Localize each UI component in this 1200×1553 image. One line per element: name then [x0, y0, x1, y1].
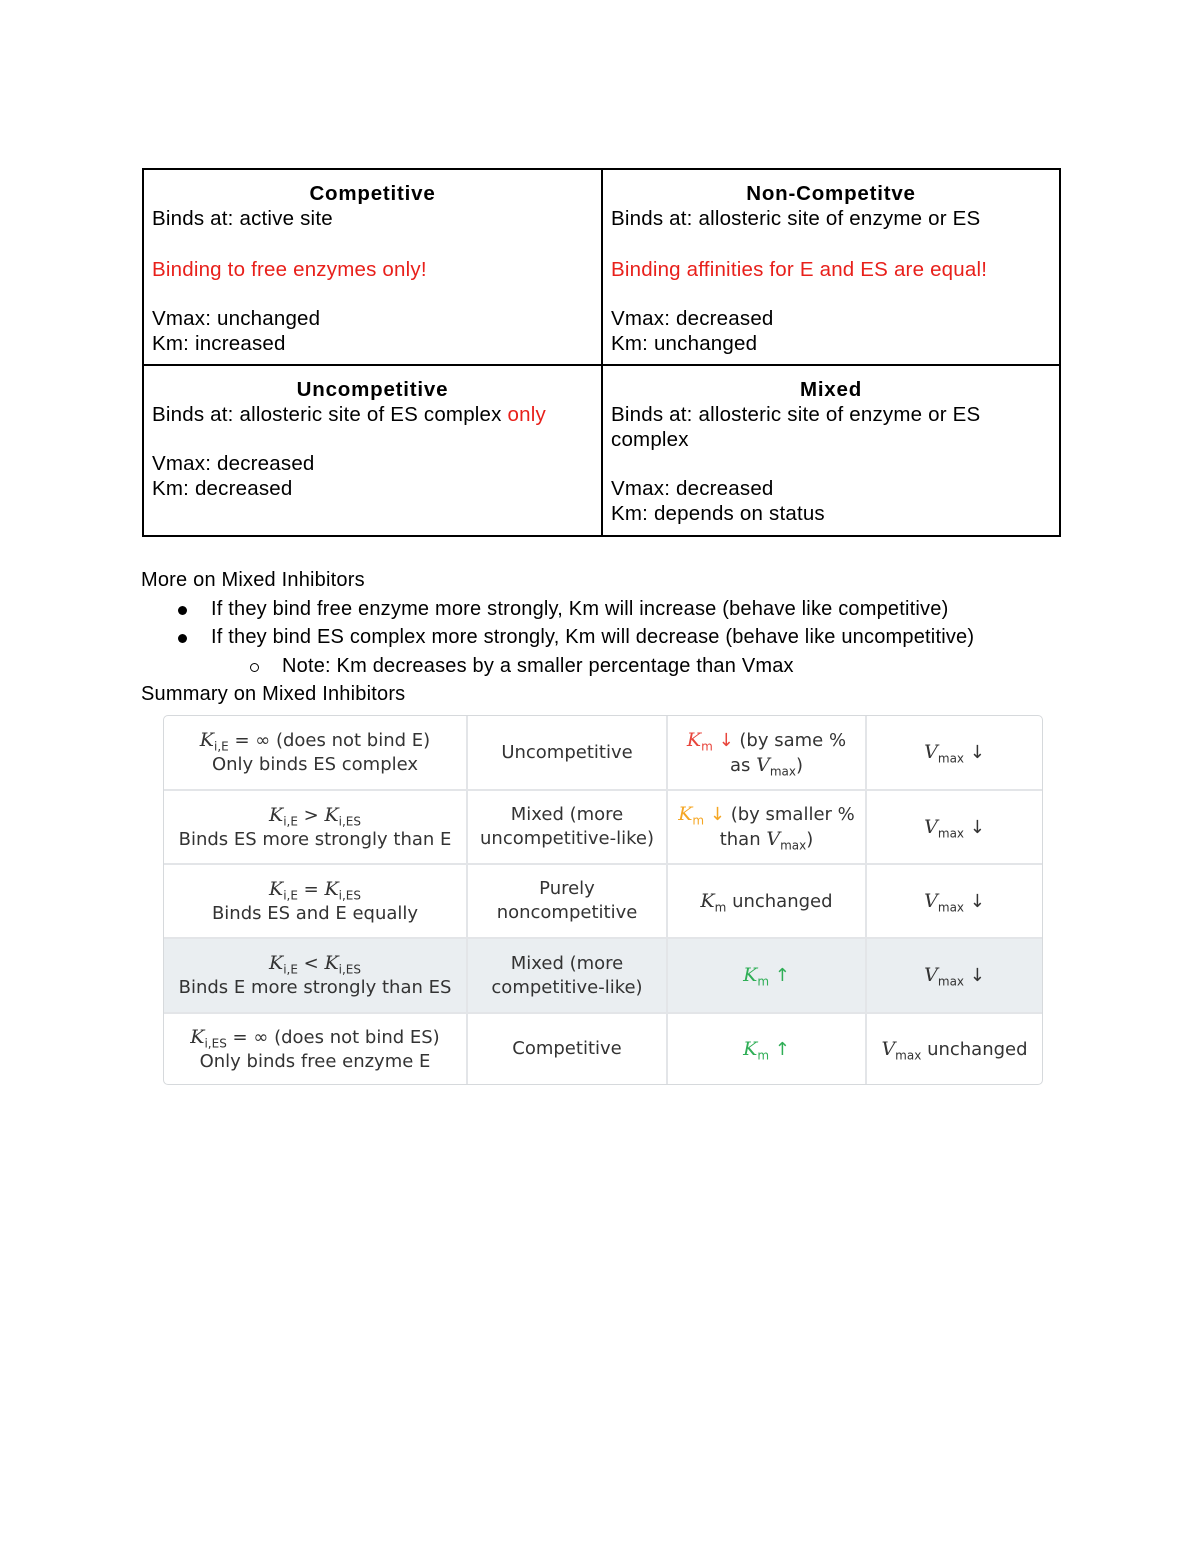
mixed-inhibitors-summary-table: [163, 715, 1043, 1085]
competitive-note: Binding to free enzymes only!: [152, 258, 427, 281]
sub-bullet-text: Note: Km decreases by a smaller percentage than Vmax: [282, 654, 794, 677]
vmax-effect-cell: $V_{max}$ ↓: [866, 790, 1042, 864]
km-effect-cell: $K_m$ ↓ (by smaller % than $V_{max}$): [667, 790, 866, 864]
down-arrow-icon: ↓: [718, 729, 734, 751]
vmax-effect-cell: $V_{max}$ ↓: [866, 716, 1042, 790]
table-row: [164, 716, 1042, 790]
condition-cell: $K_{i,E}$ = ∞ (does not bind E) Only binds ES complex: [164, 716, 467, 790]
noncompetitive-note: Binding affinities for E and ES are equal!: [611, 258, 988, 281]
up-arrow-icon: ↑: [774, 1038, 790, 1060]
vmax-effect-cell: $V_{max}$ unchanged: [881, 1037, 1028, 1063]
condition-cell: $K_{i,E} = K_{i,ES}$ Binds ES and E equally: [164, 864, 467, 938]
table-row: [164, 864, 1042, 938]
uncompetitive-vmax: Vmax: decreased: [152, 452, 315, 475]
km-effect-cell: $K_m$ unchanged: [667, 864, 866, 938]
noncompetitive-vmax: Vmax: decreased: [611, 307, 774, 330]
up-arrow-icon: ↑: [774, 965, 790, 986]
mixed-binds-line1: Binds at: allosteric site of enzyme or ES: [611, 403, 981, 426]
down-arrow-icon: ↓: [969, 890, 985, 912]
vmax-effect-cell: $V_{max}$ ↓: [866, 938, 1042, 1013]
hollow-bullet-icon: [250, 663, 259, 672]
competitive-binds: Binds at: active site: [152, 207, 333, 230]
km-effect-cell: $K_m$ ↓ (by same % as $V_{max}$): [667, 716, 866, 790]
summary-heading: Summary on Mixed Inhibitors: [141, 683, 406, 705]
condition-cell: $K_{i,ES}$ = ∞ (does not bind ES) Only binds free enzyme E: [164, 1013, 467, 1084]
bullet-text: If they bind ES complex more strongly, Km will decrease (behave like uncompetitive): [211, 626, 975, 648]
down-arrow-icon: ↓: [969, 742, 985, 763]
km-effect-cell: $K_m$ ↑: [667, 1013, 866, 1084]
bullet-icon: [178, 634, 187, 643]
mixed-inhibitor-notes: [141, 566, 1141, 709]
competitive-vmax: Vmax: unchanged: [152, 307, 321, 330]
inhibition-type-cell: Mixed (more competitive-like): [467, 938, 667, 1013]
table-row: [164, 1013, 1042, 1084]
uncompetitive-cell: [144, 366, 603, 535]
inhibition-types-table: [142, 168, 1061, 537]
noncompetitive-cell: [603, 170, 1059, 366]
table-row: [164, 790, 1042, 864]
noncompetitive-km: Km: unchanged: [611, 332, 758, 355]
uncompetitive-binds-text: Binds at: allosteric site of ES complex: [152, 403, 508, 426]
mixed-km: Km: depends on status: [611, 502, 825, 525]
uncompetitive-binds-emphasis: only: [507, 403, 546, 426]
list-item: [141, 623, 1141, 652]
mixed-binds-line2: complex: [611, 428, 689, 451]
sub-list-item: [141, 652, 1141, 681]
mixed-vmax: Vmax: decreased: [611, 477, 774, 500]
noncompetitive-binds: Binds at: allosteric site of enzyme or ES: [611, 207, 981, 230]
condition-cell: $K_{i,E} < K_{i,ES}$ Binds E more strongly than ES: [164, 938, 467, 1013]
inhibition-type-cell: Competitive: [467, 1013, 667, 1084]
condition-cell: $K_{i,E} > K_{i,ES}$ Binds ES more strongly than E: [164, 790, 467, 864]
inhibition-type-cell: Uncompetitive: [467, 716, 667, 790]
vmax-effect-cell: $V_{max}$ ↓: [866, 864, 1042, 938]
notes-heading: More on Mixed Inhibitors: [141, 569, 365, 591]
uncompetitive-binds: [152, 402, 593, 427]
inhibition-type-cell: Purely noncompetitive: [467, 864, 667, 938]
noncompetitive-title: Non-Competitve: [746, 182, 916, 205]
down-arrow-icon: ↓: [709, 804, 725, 825]
uncompetitive-title: Uncompetitive: [296, 378, 449, 401]
bullet-text: If they bind free enzyme more strongly, Km will increase (behave like competitive): [211, 597, 949, 620]
inhibition-type-cell: Mixed (more uncompetitive-like): [467, 790, 667, 864]
down-arrow-icon: ↓: [969, 816, 985, 838]
bullet-icon: [178, 606, 187, 615]
competitive-title: Competitive: [309, 182, 436, 205]
mixed-title: Mixed: [799, 378, 863, 401]
competitive-cell: [144, 170, 603, 366]
down-arrow-icon: ↓: [969, 965, 985, 986]
list-item: [141, 595, 1141, 624]
mixed-cell: [603, 366, 1059, 535]
km-effect-cell: $K_m$ ↑: [667, 938, 866, 1013]
competitive-km: Km: increased: [152, 332, 286, 355]
table-row: [164, 938, 1042, 1013]
uncompetitive-km: Km: decreased: [152, 477, 293, 500]
